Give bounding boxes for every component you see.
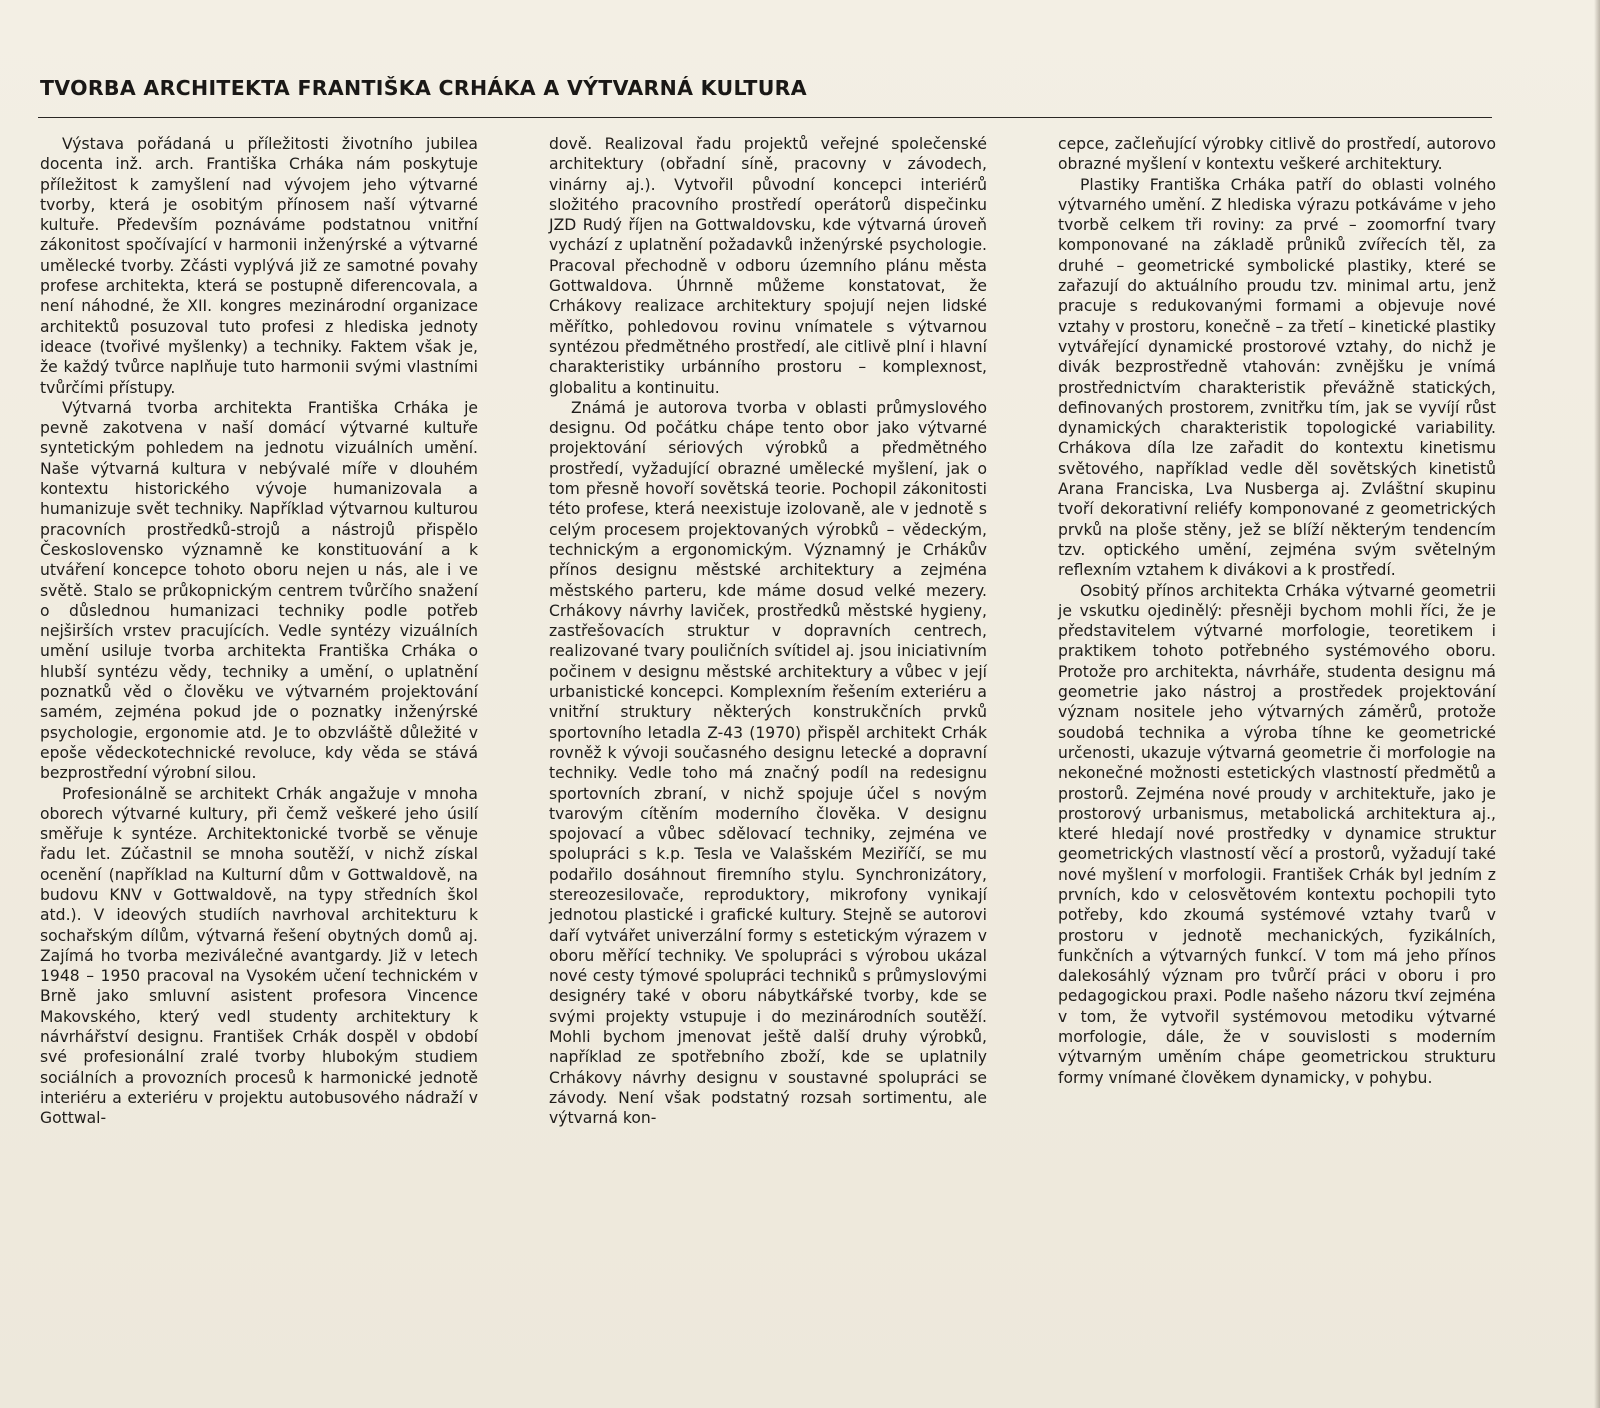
- paragraph-continued: dově. Realizoval řadu projektů veřejné společenské architektury (obřadní síně, pracovny v závodech, vinárny aj.). Vytvořil původní koncepci interiérů složitého pracovního prostředí operátorů dispečinku JZD Rudý říjen na Gottwaldovsku, kde výtvarná úroveň vychází z uplatnění požadavků inženýrské psychologie. Pracoval přechodně v odboru územního plánu města Gottwaldova. Úhrnně můžeme konstatovat, že Crhákovy realizace architektury spojují nejen lidské měřítko, pohledovou rovinu vnímatele s výtvarnou syntézou předmětného prostředí, ale citlivě plní i hlavní charakteristiky urbánního prostoru – komplexnost, globalitu a kontinuitu.: [549, 135, 987, 397]
- page-edge-shadow: [1594, 0, 1600, 1408]
- paragraph-continued: cepce, začleňující výrobky citlivě do prostředí, autorovo obrazné myšlení v kontextu veškeré architektury.: [1058, 135, 1496, 174]
- article-title: TVORBA ARCHITEKTA FRANTIŠKA CRHÁKA A VÝTVARNÁ KULTURA: [40, 76, 807, 100]
- paragraph: Známá je autorova tvorba v oblasti průmyslového designu. Od počátku chápe tento obor jako výtvarné projektování sériových výrobků a předmětného prostředí, vyžadující obrazné umělecké myšlení, jak o tom přesně hovoří sovětská teorie. Pochopil zákonitosti této profese, která neexistuje izolovaně, ale v jednotě s celým procesem projektovaných výrobků – vědeckým, technickým a ergonomickým. Významný je Crhákův přínos designu městské architektury a zejména městského parteru, kde máme dosud velké mezery. Crhákovy návrhy laviček, prostředků městské hygieny, zastřešovacích struktur v dopravních centrech, realizované tvary pouličních svítidel aj. jsou iniciativním počinem v designu městské architektury a vůbec v její urbanistické koncepci. Komplexním řešením exteriéru a vnitřní struktury některých konstrukčních prvků sportovního letadla Z-43 (1970) přispěl architekt Crhák rovněž k vývoji současného designu letecké a dopravní techniky. Vedle toho má značný podíl na redesignu sportovních zbraní, v nichž spojuje účel s novým tvarovým cítěním moderního člověka. V designu spojovací a vůbec sdělovací techniky, zejména ve spolupráci s k.p. Tesla ve Valašském Meziříčí, se mu podařilo dosáhnout firemního stylu. Synchronizátory, stereozesilovače, reproduktory, mikrofony vynikají jednotou plastické i grafické kultury. Stejně se autorovi daří vytvářet univerzální formy s estetickým výrazem v oboru měřící techniky. Ve spolupráci s výrobou ukázal nové cesty týmové spolupráci techniků s průmyslovými designéry také v oboru nábytkářské tvorby, kde se svými projekty vstupuje i do mezinárodních soutěží. Mohli bychom jmenovat ještě další druhy výrobků, například ze spotřebního zboží, kde se uplatnily Crhákovy návrhy designu v soustavné spolupráci se závody. Není však podstatný rozsah sortimentu, ale výtvarná kon-: [549, 398, 987, 1128]
- paragraph: Osobitý přínos architekta Crháka výtvarné geometrii je vskutku ojedinělý: přesněji bychom mohli říci, že je představitelem výtvarné morfologie, teoretikem i praktikem tohoto potřebného systémového oboru. Protože pro architekta, návrháře, studenta designu má geometrie jako nástroj a prostředek projektování význam nositele jeho výtvarných záměrů, protože soudobá technika a výroba tíhne ke geometrické určenosti, ukazuje výtvarná geometrie či morfologie na nekonečné možnosti estetických vlastností předmětů a prostorů. Zejména nové proudy v architektuře, jako je prostorový urbanismus, metabolická architektura aj., které hledají nové prostředky v dynamice struktur geometrických vlastností věcí a prostorů, vyžadují také nové myšlení v morfologii. František Crhák byl jedním z prvních, kdo v celosvětovém kontextu pochopili tyto potřeby, kdo zkoumá systémové vztahy tvarů v prostoru v jednotě mechanických, fyzikálních, funkčních a výtvarných funkcí. V tom má jeho přínos dalekosáhlý význam pro tvůrčí práci v oboru i pro pedagogickou praxi. Podle našeho názoru tkví zejména v tom, že vytvořil systémovou metodiku výtvarné morfologie, dále, že v souvislosti s moderním výtvarným uměním chápe geometrickou strukturu formy vnímané člověkem dynamicky, v pohybu.: [1058, 581, 1496, 1087]
- text-column-2: [549, 134, 987, 1129]
- text-column-1: [40, 134, 478, 1129]
- paragraph: Profesionálně se architekt Crhák angažuje v mnoha oborech výtvarné kultury, při čemž veškeré jeho úsilí směřuje k syntéze. Architektonické tvorbě se věnuje řadu let. Zúčastnil se mnoha soutěží, v nichž získal ocenění (například na Kulturní dům v Gottwaldově, na budovu KNV v Gottwaldově, na typy středních škol atd.). V ideových studiích navrhoval architekturu k sochařským dílům, výtvarná řešení obytných domů aj. Zajímá ho tvorba meziválečné avantgardy. Již v letech 1948 – 1950 pracoval na Vysokém učení technickém v Brně jako smluvní asistent profesora Vincence Makovského, který vedl studenty architektury k návrhářství designu. František Crhák dospěl v období své profesionální zralé tvorby hlubokým studiem sociálních a provozních procesů k harmonické jednotě interiéru a exteriéru v projektu autobusového nádraží v Gottwal-: [40, 784, 478, 1128]
- title-rule: [38, 117, 1492, 118]
- paragraph: Plastiky Františka Crháka patří do oblasti volného výtvarného umění. Z hlediska výrazu potkáváme v jeho tvorbě celkem tři roviny: za prvé – zoomorfní tvary komponované na základě průniků zvířecích těl, za druhé – geometrické symbolické plastiky, které se zařazují do aktuálního proudu tzv. minimal artu, jenž pracuje s redukovanými formami a objevuje nové vztahy v prostoru, konečně – za třetí – kinetické plastiky vytvářející dynamické prostorové vztahy, do nichž je divák bezprostředně vtahován: zvnějšku je vnímá prostřednictvím charakteristik převážně statických, definovaných prostorem, zvnitřku tím, jak se vyvíjí růst dynamických charakteristik topologické variability. Crhákova díla lze zařadit do kontextu kinetismu světového, například vedle děl sovětských kinetistů Arana Franciska, Lva Nusberga aj. Zvláštní skupinu tvoří dekorativní reliéfy komponované z geometrických prvků na ploše stěny, jež se blíží některým tendencím tzv. optického umění, zejména svým světelným reflexním vztahem k divákovi a k prostředí.: [1058, 175, 1496, 580]
- paragraph: Výstava pořádaná u příležitosti životního jubilea docenta inž. arch. Františka Crháka nám poskytuje příležitost k zamyšlení nad vývojem jeho výtvarné tvorby, která je osobitým přínosem naší výtvarné kultuře. Především poznáváme podstatnou vnitřní zákonitost spočívající v harmonii inženýrské a výtvarné umělecké tvorby. Zčásti vyplývá již ze samotné povahy profese architekta, která se postupně diferencovala, a není náhodné, že XII. kongres mezinárodní organizace architektů posuzoval tuto profesi z hlediska jednoty ideace (tvořivé myšlenky) a techniky. Faktem však je, že každý tvůrce naplňuje tuto harmonii svými vlastními tvůrčími přístupy.: [40, 135, 478, 397]
- text-column-3: [1058, 134, 1496, 1088]
- paragraph: Výtvarná tvorba architekta Františka Crháka je pevně zakotvena v naší domácí výtvarné kultuře syntetickým pohledem na jednotu vizuálních umění. Naše výtvarná kultura v nebývalé míře v dlouhém kontextu historického vývoje humanizovala a humanizuje svět techniky. Například výtvarnou kulturou pracovních prostředků-strojů a nástrojů přispělo Československo významně ke konstituování a k utváření koncepce tohoto oboru nejen u nás, ale i ve světě. Stalo se průkopnickým centrem tvůrčího snažení o důslednou humanizaci techniky podle potřeb nejširších vrstev pracujících. Vedle syntézy vizuálních umění usiluje tvorba architekta Františka Crháka o hlubší syntézu vědy, techniky a umění, o uplatnění poznatků věd o člověku ve výtvarném projektování samém, zejména pokud jde o poznatky inženýrské psychologie, ergonomie atd. Je to obzvláště důležité v epoše vědeckotechnické revoluce, kdy věda se stává bezprostřední výrobní silou.: [40, 398, 478, 783]
